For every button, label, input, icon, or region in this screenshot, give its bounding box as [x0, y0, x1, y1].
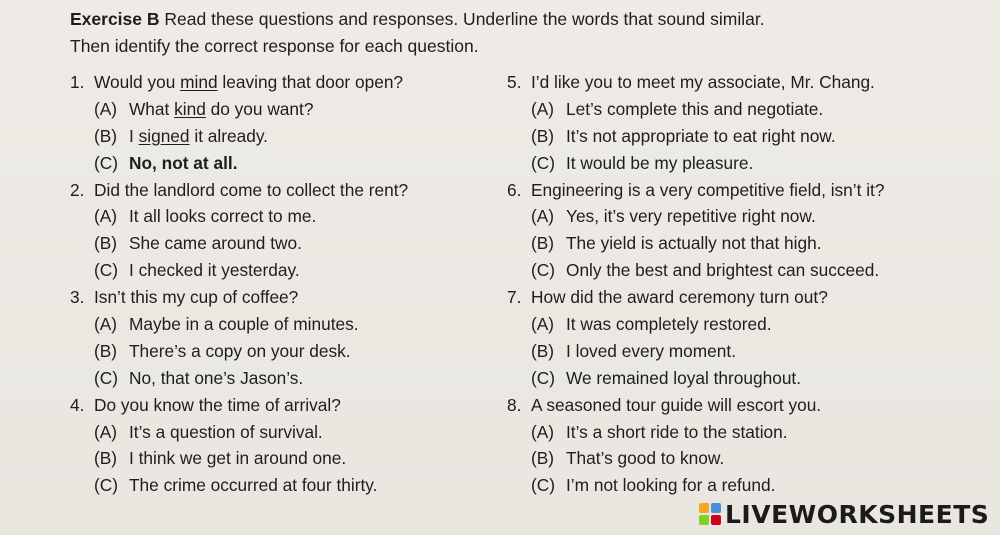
watermark-text: LIVEWORKSHEETS [725, 499, 990, 529]
answer-option [70, 123, 408, 150]
option-text: it already. [189, 125, 268, 146]
answer-option [507, 311, 884, 338]
question-number: 8. [507, 394, 522, 415]
question-text: Isn’t this my cup of coffee? [94, 287, 299, 308]
answer-option [70, 96, 408, 123]
option-letter: (C) [531, 152, 555, 173]
underlined-word: mind [180, 72, 218, 92]
option-letter: (A) [531, 98, 555, 119]
answer-option [70, 150, 408, 177]
questions-column-right [507, 69, 884, 499]
answer-option [507, 230, 884, 257]
option-text: It was completely restored. [566, 314, 772, 335]
instructions-line-1 [70, 9, 765, 30]
option-letter: (A) [531, 314, 555, 335]
option-letter: (A) [531, 421, 555, 442]
questions-column-left [70, 69, 408, 499]
answer-option [70, 338, 408, 365]
option-letter: (C) [531, 367, 555, 388]
option-text: I’m not looking for a refund. [566, 475, 776, 496]
option-text: Maybe in a couple of minutes. [129, 314, 359, 335]
logo-tile [711, 515, 721, 525]
answer-option [70, 445, 408, 472]
option-letter: (B) [94, 340, 118, 361]
option-letter: (A) [94, 206, 118, 227]
option-letter: (A) [531, 206, 555, 227]
question-text: Did the landlord come to collect the rent? [94, 179, 409, 200]
option-letter: (A) [94, 98, 118, 119]
question-number: 7. [507, 287, 522, 308]
logo-tile [711, 503, 721, 513]
question-2 [70, 177, 408, 204]
answer-option [507, 123, 884, 150]
question-number: 3. [70, 287, 85, 308]
option-letter: (B) [531, 233, 555, 254]
answer-option [507, 203, 884, 230]
option-letter: (B) [94, 233, 118, 254]
option-text: It’s a question of survival. [129, 421, 323, 442]
question-3 [70, 284, 408, 311]
option-text: There’s a copy on your desk. [129, 340, 351, 361]
answer-option [507, 96, 884, 123]
correct-answer: No, not at all. [129, 152, 238, 173]
option-letter: (C) [94, 152, 118, 173]
question-text: Engineering is a very competitive field, isn’t it? [531, 179, 885, 200]
option-text: She came around two. [129, 233, 302, 254]
option-text: Yes, it’s very repetitive right now. [566, 206, 816, 227]
option-text: I checked it yesterday. [129, 260, 300, 281]
liveworksheets-watermark [699, 497, 989, 531]
question-number: 1. [70, 72, 85, 92]
instructions-line-2: Then identify the correct response for each question. [70, 36, 479, 56]
question-4 [70, 392, 408, 419]
question-7 [507, 284, 884, 311]
option-text: What [129, 98, 175, 119]
answer-option [507, 257, 884, 284]
option-letter: (B) [531, 448, 555, 469]
answer-option [507, 472, 884, 499]
question-8 [507, 392, 884, 419]
option-text: I [129, 125, 139, 146]
answer-option [507, 419, 884, 446]
logo-tile [699, 515, 709, 525]
option-text: I think we get in around one. [129, 448, 347, 469]
answer-option [507, 338, 884, 365]
option-text: It would be my pleasure. [566, 152, 754, 173]
option-text: Only the best and brightest can succeed. [566, 260, 880, 281]
option-letter: (B) [531, 340, 555, 361]
question-text: leaving that door open? [217, 72, 404, 92]
answer-option [70, 311, 408, 338]
underlined-word: signed [138, 125, 190, 146]
option-text: The crime occurred at four thirty. [129, 475, 378, 496]
question-text: I’d like you to meet my associate, Mr. Chang. [531, 72, 875, 92]
answer-option [507, 150, 884, 177]
option-text: Let’s complete this and negotiate. [566, 98, 824, 119]
option-letter: (B) [94, 125, 118, 146]
option-letter: (C) [94, 475, 118, 496]
option-text: I loved every moment. [566, 340, 737, 361]
option-text: do you want? [205, 98, 314, 119]
option-letter: (C) [94, 367, 118, 388]
answer-option [70, 365, 408, 392]
option-text: We remained loyal throughout. [566, 367, 802, 388]
question-number: 2. [70, 179, 85, 200]
answer-option [70, 230, 408, 257]
question-text: A seasoned tour guide will escort you. [531, 394, 822, 415]
answer-option [507, 365, 884, 392]
question-text: How did the award ceremony turn out? [531, 287, 828, 308]
underlined-word: kind [174, 98, 206, 119]
question-1 [70, 69, 408, 96]
answer-option [70, 472, 408, 499]
logo-tile [699, 503, 709, 513]
question-number: 6. [507, 179, 522, 200]
instructions-text: Read these questions and responses. Underline the words that sound similar. [164, 9, 765, 29]
option-letter: (C) [531, 475, 555, 496]
option-letter: (B) [94, 448, 118, 469]
option-text: No, that one’s Jason’s. [129, 367, 304, 388]
question-number: 5. [507, 72, 522, 92]
option-letter: (A) [94, 314, 118, 335]
answer-option [507, 445, 884, 472]
option-letter: (B) [531, 125, 555, 146]
answer-option [70, 203, 408, 230]
option-text: It’s a short ride to the station. [566, 421, 788, 442]
answer-option [70, 419, 408, 446]
exercise-title: Exercise B [70, 9, 160, 29]
question-text: Do you know the time of arrival? [94, 394, 341, 415]
liveworksheets-logo-icon [699, 503, 721, 525]
question-5 [507, 69, 884, 96]
option-text: It’s not appropriate to eat right now. [566, 125, 836, 146]
question-text: Would you [94, 72, 181, 92]
option-text: It all looks correct to me. [129, 206, 317, 227]
option-text: That’s good to know. [566, 448, 725, 469]
option-letter: (C) [531, 260, 555, 281]
question-6 [507, 177, 884, 204]
option-letter: (C) [94, 260, 118, 281]
answer-option [70, 257, 408, 284]
question-number: 4. [70, 394, 85, 415]
option-letter: (A) [94, 421, 118, 442]
option-text: The yield is actually not that high. [566, 233, 822, 254]
